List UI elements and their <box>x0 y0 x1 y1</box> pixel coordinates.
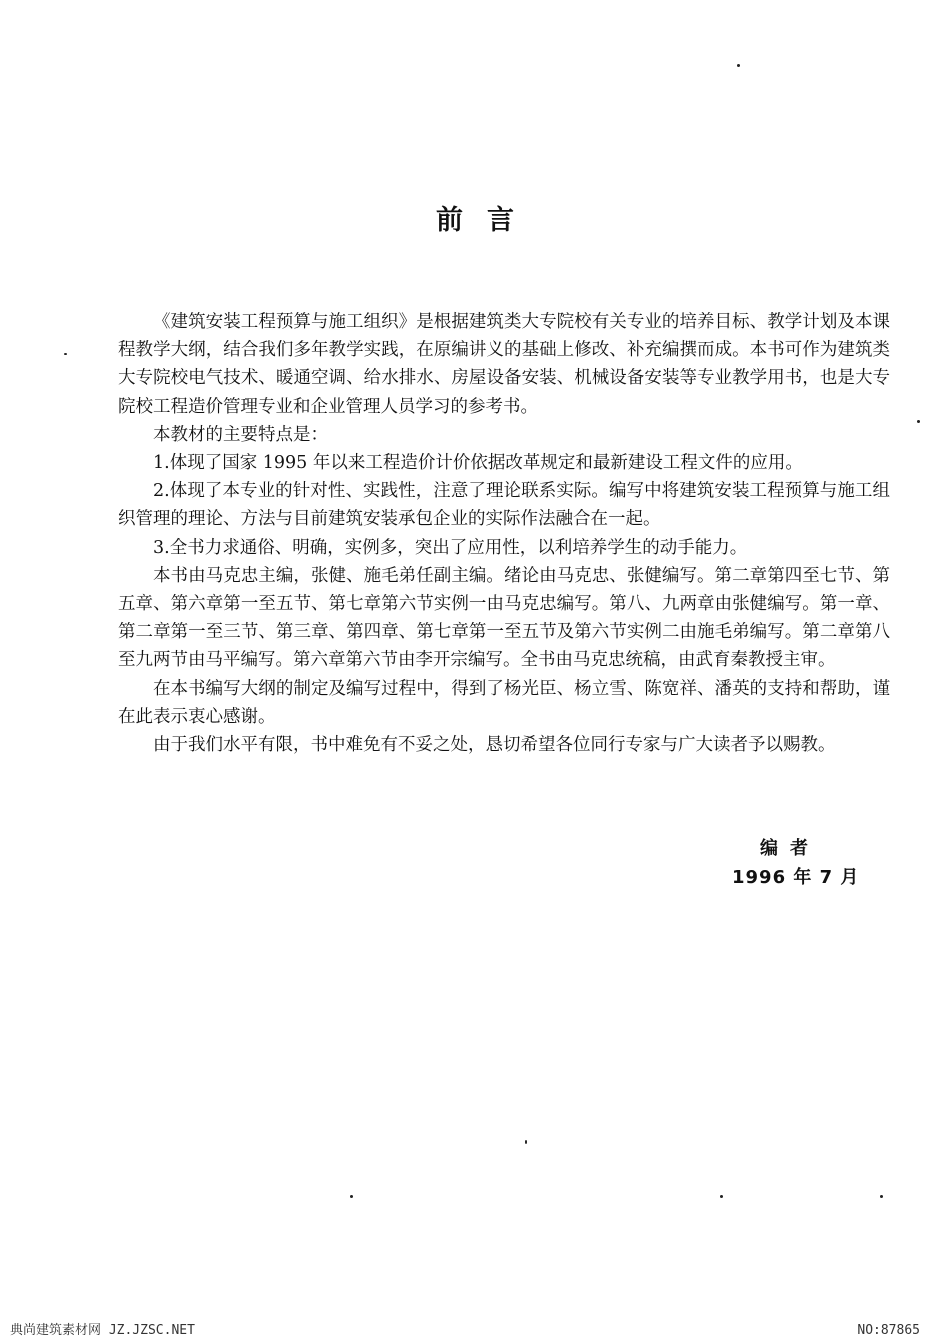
scan-speck <box>917 420 920 423</box>
paragraph-thanks: 在本书编写大纲的制定及编写过程中，得到了杨光臣、杨立雪、陈宽祥、潘英的支持和帮助，谨在此表示衷心感谢。 <box>118 678 890 727</box>
paragraph-features-heading: 本教材的主要特点是： <box>153 424 328 445</box>
paragraph-closing: 由于我们水平有限，书中难免有不妥之处，恳切希望各位同行专家与广大读者予以赐教。 <box>153 735 836 756</box>
scan-speck <box>64 353 67 355</box>
preface-body <box>118 308 890 759</box>
paragraph-feature-3: 3.全书力求通俗、明确，实例多，突出了应用性，以利培养学生的动手能力。 <box>153 537 748 558</box>
paragraph-feature-1: 1.体现了国家 1995 年以来工程造价计价依据改革规定和最新建设工程文件的应用。 <box>153 453 803 474</box>
footer-number: NO:87865 <box>857 1323 920 1338</box>
scan-speck <box>737 64 740 67</box>
page-title: 前言 <box>436 205 538 236</box>
scan-speck <box>525 1140 527 1144</box>
signature-date: 1996 年 7 月 <box>732 867 860 888</box>
signature-block <box>720 835 880 893</box>
scan-speck <box>350 1195 353 1198</box>
signature-author: 编者 <box>760 838 820 859</box>
paragraph-authors: 本书由马克忠主编，张健、施毛弟任副主编。绪论由马克忠、张健编写。第二章第四至七节、第五章、第六章第一至五节、第七章第六节实例一由马克忠编写。第八、九两章由张健编写。第一章、第二章第一至三节、第三章、第四章、第七章第一至五节及第六节实例二由施毛弟编写。第二章第八至九两节由马平编写。第六章第六节由李开宗编写。全书由马克忠统稿，由武育秦教授主审。 <box>118 565 890 671</box>
paragraph-feature-2: 2.体现了本专业的针对性、实践性，注意了理论联系实际。编写中将建筑安装工程预算与施工组织管理的理论、方法与目前建筑安装承包企业的实际作法融合在一起。 <box>118 481 890 530</box>
footer-site: 典尚建筑素材网 JZ.JZSC.NET <box>10 1323 195 1338</box>
scan-speck <box>880 1195 883 1198</box>
paragraph-intro: 《建筑安装工程预算与施工组织》是根据建筑类大专院校有关专业的培养目标、教学计划及本课程教学大纲，结合我们多年教学实践，在原编讲义的基础上修改、补充编撰而成。本书可作为建筑类大专院校电气技术、暖通空调、给水排水、房屋设备安装、机械设备安装等专业教学用书，也是大专院校工程造价管理专业和企业管理人员学习的参考书。 <box>118 312 890 417</box>
scan-speck <box>720 1195 723 1198</box>
